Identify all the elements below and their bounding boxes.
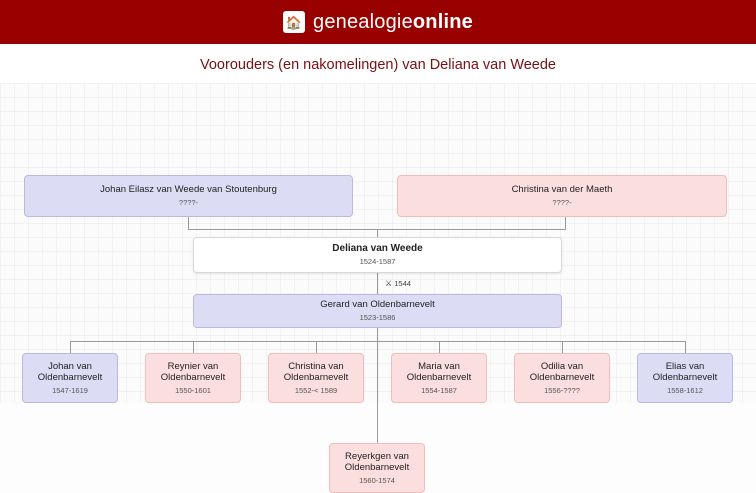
connector-child-5-down bbox=[562, 341, 563, 353]
connector-child-6-down bbox=[685, 341, 686, 353]
person-dates: ????- bbox=[552, 198, 572, 207]
person-node-child-3[interactable] bbox=[268, 353, 364, 403]
person-dates: 1523-1586 bbox=[359, 313, 396, 322]
person-dates: 1524-1587 bbox=[359, 257, 396, 266]
marriage-marker bbox=[385, 279, 411, 288]
marriage-icon: ⚔ bbox=[385, 279, 393, 288]
person-node-father[interactable] bbox=[24, 175, 353, 217]
person-node-grandchild[interactable] bbox=[329, 443, 425, 493]
person-name: Johan Eilasz van Weede van Stoutenburg bbox=[100, 184, 277, 195]
connector-child-3-down bbox=[316, 341, 317, 353]
person-dates: 1554-1587 bbox=[421, 385, 457, 395]
person-dates: 1547-1619 bbox=[52, 385, 88, 395]
connector-father-down bbox=[188, 217, 189, 229]
connector-child-4-down bbox=[439, 341, 440, 353]
connector-mother-down bbox=[565, 217, 566, 229]
person-name: Maria van Oldenbarnevelt bbox=[406, 360, 472, 383]
person-node-child-4[interactable] bbox=[391, 353, 487, 403]
person-name: Johan van Oldenbarnevelt bbox=[37, 360, 103, 383]
family-tree-canvas bbox=[0, 83, 756, 485]
person-dates: 1556-???? bbox=[544, 385, 580, 395]
person-node-spouse[interactable] bbox=[193, 294, 562, 328]
marriage-year: 1544 bbox=[394, 279, 411, 288]
person-name: Christina van Oldenbarnevelt bbox=[283, 360, 349, 383]
connector-child-2-down bbox=[193, 341, 194, 353]
person-name: Odilia van Oldenbarnevelt bbox=[529, 360, 595, 383]
person-dates: 1550-1601 bbox=[175, 385, 211, 395]
person-dates: ????- bbox=[178, 198, 199, 207]
person-name: Deliana van Weede bbox=[332, 243, 423, 254]
connector-couple-down bbox=[377, 328, 378, 341]
person-node-child-5[interactable] bbox=[514, 353, 610, 403]
connector-child-1-down bbox=[70, 341, 71, 353]
person-dates: 1552-< 1589 bbox=[294, 385, 338, 395]
person-name: Reynier van Oldenbarnevelt bbox=[160, 360, 226, 383]
person-dates: 1560-1574 bbox=[359, 475, 395, 485]
brand-name-bold: online bbox=[412, 10, 473, 33]
connector-to-focus bbox=[377, 229, 378, 237]
connector-focus-to-spouse bbox=[377, 273, 378, 295]
person-node-focus[interactable] bbox=[193, 237, 562, 273]
page-title: Voorouders (en nakomelingen) van Deliana van Weede bbox=[0, 44, 756, 83]
connector-grandchild-down bbox=[377, 341, 378, 443]
person-node-child-6[interactable] bbox=[637, 353, 733, 403]
person-name: Gerard van Oldenbarnevelt bbox=[320, 299, 435, 310]
person-dates: 1558-1612 bbox=[667, 385, 703, 395]
person-name: Reyerkgen van Oldenbarnevelt bbox=[344, 450, 410, 473]
site-header bbox=[0, 0, 756, 44]
person-node-child-1[interactable] bbox=[22, 353, 118, 403]
brand-text bbox=[313, 11, 473, 34]
person-name: Christina van der Maeth bbox=[511, 184, 613, 195]
house-logo-icon: 🏠 bbox=[283, 11, 305, 33]
person-node-mother[interactable] bbox=[397, 175, 727, 217]
brand-logo-group[interactable] bbox=[283, 11, 473, 34]
brand-name-light: genealogie bbox=[313, 10, 413, 33]
person-node-child-2[interactable] bbox=[145, 353, 241, 403]
person-name: Elias van Oldenbarnevelt bbox=[652, 360, 718, 383]
